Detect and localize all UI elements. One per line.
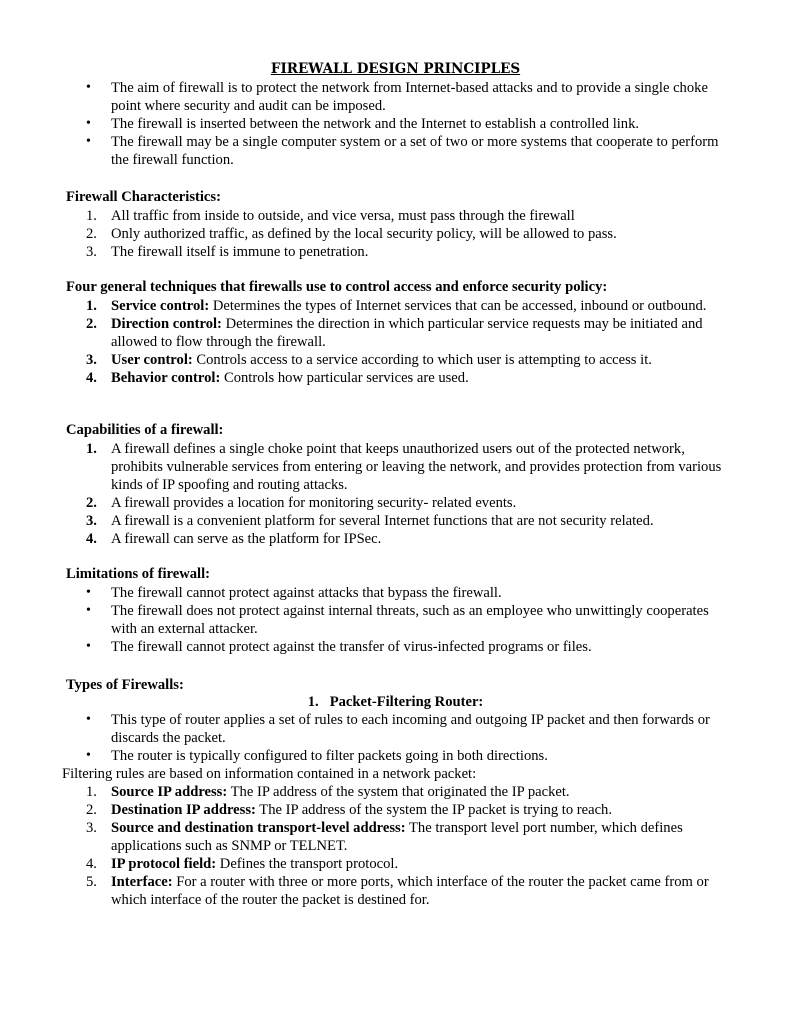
- list-number: 2.: [86, 495, 97, 511]
- list-item-text: A firewall defines a single choke point that keeps unauthorized users out of the protected network, prohibits vulnerable services from entering or leaving the network, and provides protection from various kinds of IP spoofing and routing attacks.: [111, 441, 722, 493]
- list-number: 5.: [86, 874, 97, 890]
- item-label: Source IP address:: [111, 784, 228, 800]
- intro-section: [66, 79, 726, 169]
- rules-intro: Filtering rules are based on information contained in a network packet:: [62, 766, 477, 782]
- list-item: [66, 801, 726, 819]
- list-item-text: The firewall itself is immune to penetration.: [111, 244, 369, 260]
- list-item-text: Defines the transport protocol.: [216, 856, 399, 872]
- list-number: 3.: [86, 513, 97, 529]
- list-item-text: Only authorized traffic, as defined by the local security policy, will be allowed to pass.: [111, 226, 617, 242]
- list-item-text: The transport level port number, which defines applications such as SNMP or TELNET.: [111, 820, 683, 854]
- list-item-text: A firewall can serve as the platform for IPSec.: [111, 531, 382, 547]
- section-heading: Capabilities of a firewall:: [66, 422, 224, 438]
- item-label: Service control:: [111, 298, 210, 314]
- section-heading: Limitations of firewall:: [66, 566, 211, 582]
- list-item: • The firewall does not protect against internal threats, such as an employee who unwittingly cooperates with an external attacker.: [66, 602, 726, 638]
- list-item: [66, 783, 726, 801]
- list-number: 4.: [86, 856, 97, 872]
- list-item-text: A firewall is a convenient platform for several Internet functions that are not security related.: [111, 513, 654, 529]
- page-title: FIREWALL DESIGN PRINCIPLES: [270, 61, 521, 77]
- list-item-text: Determines the types of Internet services that can be accessed, inbound or outbound.: [209, 298, 707, 314]
- section-heading: Four general techniques that firewalls use to control access and enforce security policy:: [66, 279, 608, 295]
- list-item-text: Determines the direction in which particular service requests may be initiated and allowed to flow through the firewall.: [111, 316, 703, 350]
- list-item: [66, 369, 726, 387]
- techniques-list: [66, 297, 726, 387]
- item-label: Direction control:: [111, 316, 222, 332]
- list-item: [66, 243, 726, 261]
- list-item: [66, 351, 726, 369]
- list-item: [66, 315, 726, 351]
- list-number: 3.: [86, 352, 97, 368]
- list-item: • The firewall cannot protect against the transfer of virus-infected programs or files.: [66, 638, 726, 656]
- subsection-title: Packet-Filtering Router:: [329, 694, 484, 710]
- list-number: 2.: [86, 802, 97, 818]
- list-number: 1.: [86, 208, 97, 224]
- list-item: • The firewall cannot protect against attacks that bypass the firewall.: [66, 584, 726, 602]
- list-number: 3.: [86, 820, 97, 836]
- list-number: 1.: [86, 784, 97, 800]
- packet-filter-bullets: [66, 711, 726, 765]
- types-section: [66, 676, 726, 694]
- item-label: IP protocol field:: [111, 856, 217, 872]
- list-item-text: Controls how particular services are used.: [220, 370, 469, 386]
- list-number: 4.: [86, 370, 97, 386]
- item-label: Interface:: [111, 874, 173, 890]
- list-item: • This type of router applies a set of rules to each incoming and outgoing IP packet and then forwards or discards the packet.: [66, 711, 726, 747]
- characteristics-list: [66, 207, 726, 261]
- list-item: • The firewall may be a single computer system or a set of two or more systems that cooperate to perform the firewall function.: [66, 133, 726, 169]
- section-heading: Firewall Characteristics:: [66, 189, 221, 205]
- item-label: Behavior control:: [111, 370, 221, 386]
- list-item: [66, 855, 726, 873]
- list-item-text: Controls access to a service according to which user is attempting to access it.: [192, 352, 652, 368]
- list-item: • The aim of firewall is to protect the network from Internet-based attacks and to provide a single choke point where security and audit can be imposed.: [66, 79, 726, 115]
- limitations-list: [66, 584, 726, 656]
- techniques-section: [66, 278, 726, 387]
- list-item: [66, 440, 726, 494]
- limitations-section: [66, 565, 726, 656]
- list-number: 2.: [86, 226, 97, 242]
- list-item: [66, 207, 726, 225]
- item-label: Destination IP address:: [111, 802, 256, 818]
- list-item-text: The IP address of the system the IP packet is trying to reach.: [255, 802, 612, 818]
- list-number: 1.: [86, 441, 97, 457]
- list-item: • The firewall is inserted between the network and the Internet to establish a controlled link.: [66, 115, 726, 133]
- list-item: [66, 297, 726, 315]
- filtering-rules-list: [66, 783, 726, 909]
- section-heading: Types of Firewalls:: [66, 677, 184, 693]
- list-item-text: The IP address of the system that originated the IP packet.: [227, 784, 570, 800]
- list-item: [66, 494, 726, 512]
- list-number: 3.: [86, 244, 97, 260]
- characteristics-section: [66, 188, 726, 261]
- list-item: [66, 225, 726, 243]
- packet-filter-section: [62, 711, 726, 909]
- list-number: 2.: [86, 316, 97, 332]
- list-item: • The router is typically configured to filter packets going in both directions.: [66, 747, 726, 765]
- list-item-text: All traffic from inside to outside, and vice versa, must pass through the firewall: [111, 208, 575, 224]
- list-item-text: A firewall provides a location for monitoring security- related events.: [111, 495, 517, 511]
- list-item: [66, 530, 726, 548]
- list-item: [66, 819, 726, 855]
- list-item: [66, 512, 726, 530]
- subsection-heading: [0, 693, 791, 711]
- list-item: [66, 873, 726, 909]
- item-label: User control:: [111, 352, 193, 368]
- capabilities-section: [66, 421, 726, 548]
- list-number: 1.: [86, 298, 97, 314]
- intro-bullet-list: [66, 79, 726, 169]
- list-item-text: For a router with three or more ports, which interface of the router the packet came from or which interface of the router the packet is destined for.: [111, 874, 709, 908]
- subsection-number: 1.: [307, 694, 319, 710]
- list-number: 4.: [86, 531, 97, 547]
- capabilities-list: [66, 440, 726, 548]
- item-label: Source and destination transport-level address:: [111, 820, 406, 836]
